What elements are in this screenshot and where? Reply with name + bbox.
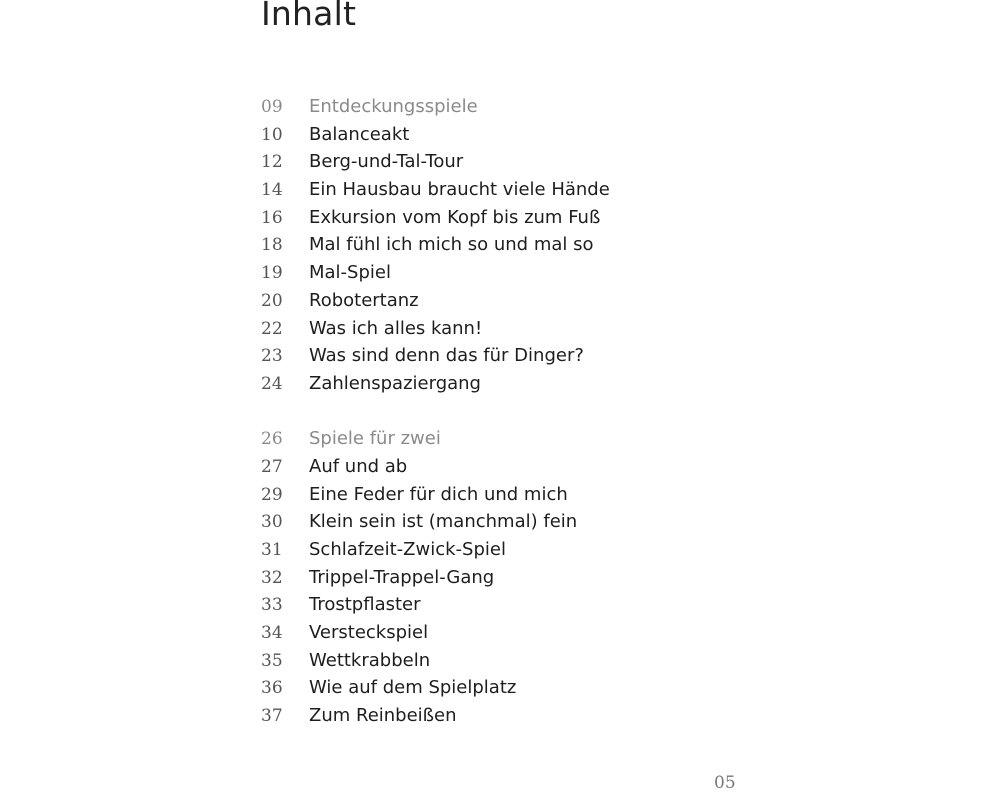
- toc-entry-title: Robotertanz: [309, 289, 419, 311]
- toc-entry[interactable]: [261, 674, 681, 702]
- toc-page-number: 16: [261, 207, 283, 228]
- toc-page-number: 35: [261, 650, 283, 671]
- toc-entry[interactable]: [261, 508, 681, 536]
- toc-page-number: 27: [261, 456, 283, 477]
- toc-page-number: 32: [261, 567, 283, 588]
- toc-entry[interactable]: [261, 453, 681, 481]
- toc-page-number: 19: [261, 263, 283, 284]
- toc-page-number: 23: [261, 346, 283, 367]
- toc-page-number: 31: [261, 540, 283, 560]
- toc-section-entdeckungsspiele: [261, 93, 681, 398]
- toc-entry-title: Mal fühl ich mich so und mal so: [309, 234, 594, 256]
- toc-entry-title: Berg-und-Tal-Tour: [309, 151, 464, 173]
- toc-page-number: 09: [261, 97, 283, 117]
- toc-entry[interactable]: [261, 702, 681, 730]
- toc-entry-title: Eine Feder für dich und mich: [309, 483, 568, 505]
- toc-entry[interactable]: [261, 564, 681, 592]
- toc-section-spiele-fuer-zwei: [261, 425, 681, 730]
- toc-page-number: 37: [261, 706, 283, 727]
- page-title: Inhalt: [261, 0, 357, 33]
- toc-section-title: Entdeckungsspiele: [309, 96, 478, 117]
- toc-entry-title: Trippel-Trappel-Gang: [309, 566, 495, 588]
- toc-section-heading[interactable]: [261, 425, 681, 453]
- toc-entry-title: Was ich alles kann!: [309, 317, 483, 339]
- toc-entry[interactable]: [261, 315, 681, 343]
- toc-entry-title: Trostpflaster: [309, 594, 421, 616]
- toc-page-number: 20: [261, 290, 283, 311]
- toc-entry-title: Wie auf dem Spielplatz: [309, 677, 517, 699]
- toc-entry-title: Ein Hausbau braucht viele Hände: [309, 179, 610, 201]
- toc-entry[interactable]: [261, 342, 681, 370]
- toc-page-number: 22: [261, 318, 283, 339]
- toc-entry-title: Exkursion vom Kopf bis zum Fuß: [309, 206, 601, 228]
- toc-page-number: 14: [261, 180, 283, 201]
- toc-entry[interactable]: [261, 259, 681, 287]
- toc-entry[interactable]: [261, 536, 681, 564]
- toc-entry-title: Schlafzeit-Zwick-Spiel: [309, 539, 506, 560]
- toc-page-number: 10: [261, 124, 283, 145]
- toc-entry[interactable]: [261, 287, 681, 315]
- toc-page-number: 24: [261, 373, 283, 394]
- table-of-contents: [261, 93, 681, 730]
- toc-entry-title: Zum Reinbeißen: [309, 705, 457, 727]
- toc-entry-title: Versteckspiel: [309, 622, 429, 644]
- toc-entry[interactable]: [261, 591, 681, 619]
- toc-section-heading[interactable]: [261, 93, 681, 121]
- toc-entry[interactable]: [261, 204, 681, 232]
- toc-entry[interactable]: [261, 231, 681, 259]
- page-number: 05: [714, 773, 736, 793]
- toc-page-number: 29: [261, 484, 283, 505]
- toc-page-number: 33: [261, 595, 283, 616]
- toc-entry-title: Mal-Spiel: [309, 262, 391, 284]
- toc-entry-title: Auf und ab: [309, 455, 408, 477]
- toc-entry[interactable]: [261, 619, 681, 647]
- toc-entry-title: Wettkrabbeln: [309, 649, 431, 671]
- toc-entry[interactable]: [261, 176, 681, 204]
- toc-entry[interactable]: [261, 647, 681, 675]
- toc-page-number: 26: [261, 429, 283, 450]
- toc-entry[interactable]: [261, 148, 681, 176]
- toc-entry-title: Was sind denn das für Dinger?: [309, 345, 584, 367]
- toc-section-title: Spiele für zwei: [309, 428, 441, 450]
- toc-entry-title: Balanceakt: [309, 123, 410, 145]
- toc-page-number: 12: [261, 152, 283, 173]
- toc-entry[interactable]: [261, 481, 681, 509]
- toc-entry[interactable]: [261, 121, 681, 149]
- toc-page-number: 18: [261, 235, 283, 256]
- toc-page-number: 34: [261, 623, 283, 644]
- toc-entry-title: Klein sein ist (manchmal) fein: [309, 511, 578, 533]
- toc-page-number: 36: [261, 678, 283, 699]
- toc-entry[interactable]: [261, 370, 681, 398]
- toc-page-number: 30: [261, 512, 283, 533]
- toc-entry-title: Zahlenspaziergang: [309, 372, 481, 394]
